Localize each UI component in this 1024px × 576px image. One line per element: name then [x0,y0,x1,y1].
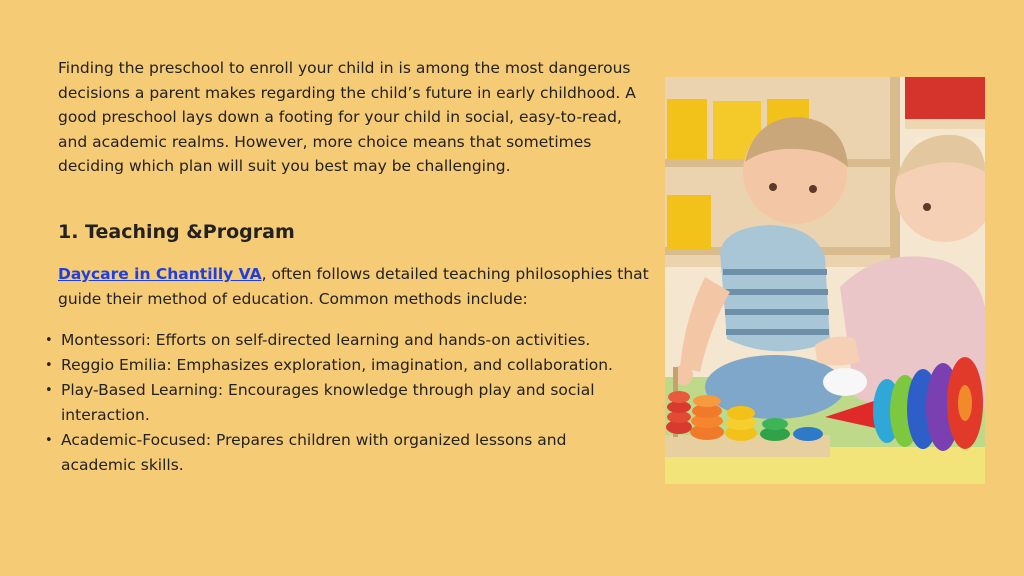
method-text: Play-Based Learning: Encourages knowledge through play and social interaction. [61,381,595,424]
intro-paragraph: Finding the preschool to enroll your child in is among the most dangerous decisions a parent makes regarding the child’s future in early childhood. A good preschool lays down a footing for your child in social, easy-to-read, and academic realms. However, more choice means that sometimes deciding which plan will suit you best may be challenging. [58,59,636,175]
bullet-icon: • [45,358,53,373]
section-lead-paragraph [58,262,658,311]
list-item [42,328,632,353]
children-playing-photo [665,77,985,484]
method-text: Reggio Emilia: Emphasizes exploration, imagination, and collaboration. [61,356,613,374]
bullet-icon: • [45,433,53,448]
bullet-icon: • [45,333,53,348]
methods-list [42,328,632,478]
method-text: Academic-Focused: Prepares children with organized lessons and academic skills. [61,431,567,474]
lead-text: , often follows detailed teaching philosophies that guide their method of education. Common methods include: [58,265,649,308]
list-item [42,428,632,478]
bullet-icon: • [45,383,53,398]
daycare-chantilly-link[interactable]: Daycare in Chantilly VA [58,265,262,283]
list-item [42,353,632,378]
list-item [42,378,632,428]
method-text: Montessori: Efforts on self-directed learning and hands-on activities. [61,331,591,349]
section-heading: 1. Teaching &Program [58,221,295,243]
